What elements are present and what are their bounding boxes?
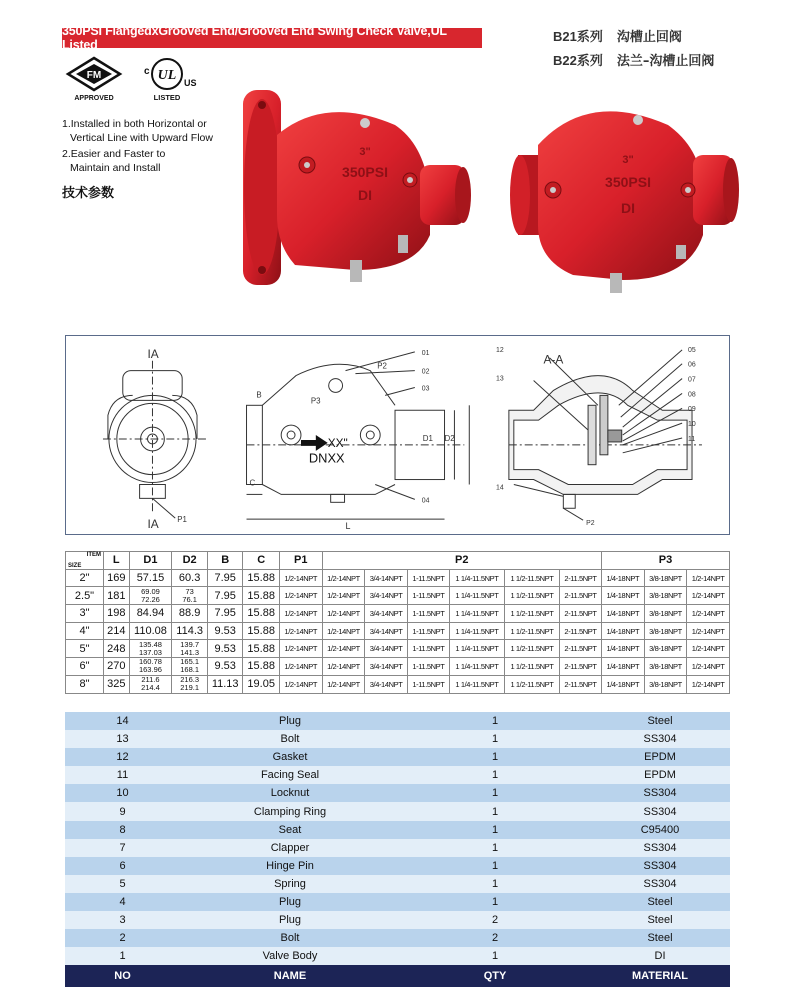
p3-cell: 3/8-18NPT xyxy=(644,605,687,623)
col-d2: D2 xyxy=(172,552,208,570)
d2-cell-value: 141.3 xyxy=(180,647,200,657)
corner-item: ITEM xyxy=(86,552,101,558)
col-c: C xyxy=(243,552,280,570)
p2-cell: 1/2-14NPT xyxy=(322,605,365,623)
part-name: Valve Body xyxy=(262,950,318,963)
ul-mark: UL xyxy=(157,68,177,83)
col-l: L xyxy=(104,552,130,570)
part-name: Clamping Ring xyxy=(253,805,327,818)
d1-cell-value: 69.09 xyxy=(141,586,160,596)
p2-cell: 2-11.5NPT xyxy=(559,605,601,623)
feature-list xyxy=(62,117,213,177)
parts-row xyxy=(65,875,730,893)
p2-cell: 1 1/2-11.5NPT xyxy=(504,622,559,640)
side-view xyxy=(247,350,470,531)
p2-cell: 2-11.5NPT xyxy=(559,587,601,605)
parts-row xyxy=(65,784,730,802)
d2-cell xyxy=(172,675,208,693)
dim-label-d2: D2 xyxy=(444,433,455,443)
section-label: A-A xyxy=(543,352,564,367)
d1-cell-value: 163.96 xyxy=(138,665,162,675)
p2-cell: 1 1/2-11.5NPT xyxy=(504,658,559,676)
p3-cell: 1/2-14NPT xyxy=(687,569,730,587)
dim-label-l: L xyxy=(345,521,351,532)
p1-cell: 1/2-14NPT xyxy=(279,569,322,587)
part-material: SS304 xyxy=(643,805,677,818)
part-no: 8 xyxy=(119,823,126,836)
casting-size: 3" xyxy=(622,154,634,166)
d2-cell: 114.3 xyxy=(172,622,208,640)
b-cell: 9.53 xyxy=(207,640,243,658)
part-qty: 1 xyxy=(491,715,499,728)
col-p2: P2 xyxy=(322,552,601,570)
size-cell: 2.5" xyxy=(66,587,104,605)
part-name: Gasket xyxy=(272,751,308,764)
part-qty: 1 xyxy=(491,877,499,890)
p1-cell: 1/2-14NPT xyxy=(279,640,322,658)
part-material: Steel xyxy=(647,715,673,728)
dim-label-p2: P2 xyxy=(377,361,387,371)
callout-12: 12 xyxy=(496,346,504,354)
d2-cell-value: 73 xyxy=(185,586,194,596)
part-material: C95400 xyxy=(640,823,680,836)
part-no: 5 xyxy=(119,877,126,890)
d2-cell: 60.3 xyxy=(172,569,208,587)
dim-label-p1: P1 xyxy=(177,515,187,525)
series-b22 xyxy=(553,50,714,69)
d2-cell: 88.9 xyxy=(172,605,208,623)
d1-cell xyxy=(129,587,172,605)
parts-row xyxy=(65,730,730,748)
d2-cell xyxy=(172,640,208,658)
view-label-top: IA xyxy=(147,346,159,361)
part-no: 2 xyxy=(119,932,126,945)
b-cell: 7.95 xyxy=(207,587,243,605)
callout-09: 09 xyxy=(688,406,696,414)
p1-cell: 1/2-14NPT xyxy=(279,675,322,693)
ul-listed-logo xyxy=(144,59,197,102)
c-cell: 15.88 xyxy=(243,658,280,676)
p3-cell: 3/8-18NPT xyxy=(644,640,687,658)
callout-02: 02 xyxy=(421,368,430,376)
callout-14: 14 xyxy=(496,484,504,492)
casting-pressure: 350PSI xyxy=(342,164,388,180)
parts-row xyxy=(65,857,730,875)
d1-cell-value: 214.4 xyxy=(141,683,160,693)
dims-row xyxy=(66,569,730,587)
p2-cell: 1/2-14NPT xyxy=(322,569,365,587)
p2-cell: 1-11.5NPT xyxy=(407,640,449,658)
l-cell: 169 xyxy=(104,569,130,587)
p2-cell: 3/4-14NPT xyxy=(365,622,408,640)
ul-listed-text: LISTED xyxy=(153,93,181,102)
parts-row xyxy=(65,947,730,965)
d1-cell: 57.15 xyxy=(129,569,172,587)
part-name: Clapper xyxy=(270,841,310,854)
casting-size: 3" xyxy=(359,146,371,158)
p2-cell: 3/4-14NPT xyxy=(365,675,408,693)
p2-cell: 1-11.5NPT xyxy=(407,675,449,693)
size-cell: 8" xyxy=(66,675,104,693)
p2-cell: 1 1/2-11.5NPT xyxy=(504,640,559,658)
part-name: Locknut xyxy=(270,787,310,800)
l-cell: 270 xyxy=(104,658,130,676)
p2-cell: 1 1/4-11.5NPT xyxy=(449,640,504,658)
part-name: Facing Seal xyxy=(260,769,320,782)
p3-cell: 1/4-18NPT xyxy=(601,622,644,640)
p2-cell: 1 1/4-11.5NPT xyxy=(449,605,504,623)
part-material: SS304 xyxy=(643,733,677,746)
p3-cell: 1/2-14NPT xyxy=(687,587,730,605)
fm-approved-text: APPROVED xyxy=(74,95,114,102)
product-title: 350PSI FlangedxGrooved End/Grooved End Swing Check Valve,UL Listed xyxy=(62,28,482,48)
p2-cell: 3/4-14NPT xyxy=(365,587,408,605)
parts-row xyxy=(65,748,730,766)
p2-cell: 1/2-14NPT xyxy=(322,587,365,605)
part-qty: 1 xyxy=(491,950,499,963)
part-qty: 1 xyxy=(491,751,499,764)
callout-06: 06 xyxy=(688,361,696,369)
part-no: 3 xyxy=(119,914,126,927)
series-name: 法兰–沟槽止回阀 xyxy=(616,54,715,69)
view-label-bottom: IA xyxy=(147,517,159,532)
p2-cell: 2-11.5NPT xyxy=(559,569,601,587)
d2-cell-value: 165.1 xyxy=(180,657,200,667)
d1-cell: 110.08 xyxy=(129,622,172,640)
c-cell: 15.88 xyxy=(243,569,280,587)
header-qty: QTY xyxy=(483,970,507,983)
b-cell: 7.95 xyxy=(207,605,243,623)
feature-item xyxy=(62,117,213,145)
part-qty: 1 xyxy=(491,859,499,872)
p2-cell: 3/4-14NPT xyxy=(365,569,408,587)
casting-material: DI xyxy=(358,187,372,203)
p3-cell: 3/8-18NPT xyxy=(644,658,687,676)
part-material: EPDM xyxy=(644,751,676,764)
col-d1: D1 xyxy=(129,552,172,570)
part-no: 12 xyxy=(116,751,129,764)
d1-cell xyxy=(129,640,172,658)
valve-photo-flanged xyxy=(235,85,480,295)
dims-row xyxy=(66,587,730,605)
series-name: 沟槽止回阀 xyxy=(616,30,682,45)
c-cell: 15.88 xyxy=(243,605,280,623)
parts-row xyxy=(65,802,730,820)
dim-label-d1: D1 xyxy=(422,433,433,443)
d1-cell-value: 135.48 xyxy=(138,639,162,649)
parts-row xyxy=(65,893,730,911)
dims-row xyxy=(66,675,730,693)
part-qty: 1 xyxy=(491,823,499,836)
c-cell: 19.05 xyxy=(243,675,280,693)
part-no: 6 xyxy=(119,859,126,872)
part-qty: 1 xyxy=(491,805,499,818)
dim-label-p3: P3 xyxy=(310,396,321,406)
p1-cell: 1/2-14NPT xyxy=(279,658,322,676)
c-cell: 15.88 xyxy=(243,587,280,605)
part-material: DI xyxy=(654,950,666,963)
part-qty: 1 xyxy=(491,787,499,800)
parts-row xyxy=(65,766,730,784)
d1-cell: 84.94 xyxy=(129,605,172,623)
part-qty: 1 xyxy=(491,733,499,746)
p3-cell: 3/8-18NPT xyxy=(644,622,687,640)
p2-cell: 1 1/4-11.5NPT xyxy=(449,587,504,605)
valve-photo-grooved xyxy=(498,95,743,295)
p2-cell: 3/4-14NPT xyxy=(365,640,408,658)
l-cell: 248 xyxy=(104,640,130,658)
p2-cell: 2-11.5NPT xyxy=(559,658,601,676)
corner-size: SIZE xyxy=(68,562,82,569)
callout-p2: P2 xyxy=(586,520,595,528)
item-size-corner xyxy=(66,552,104,570)
d2-cell-value: 219.1 xyxy=(180,683,200,693)
callout-10: 10 xyxy=(688,421,696,429)
dims-header-row xyxy=(66,552,730,570)
part-material: Steel xyxy=(647,932,673,945)
feature-line: 1.Installed in both Horizontal or xyxy=(62,118,207,130)
p3-cell: 1/2-14NPT xyxy=(687,605,730,623)
p2-cell: 1-11.5NPT xyxy=(407,605,449,623)
d1-cell-value: 72.26 xyxy=(141,594,160,604)
part-no: 4 xyxy=(119,895,126,908)
size-cell: 6" xyxy=(66,658,104,676)
d1-cell xyxy=(129,658,172,676)
feature-item xyxy=(62,147,213,175)
header-name: NAME xyxy=(273,970,307,983)
callout-04: 04 xyxy=(421,497,430,505)
section-view xyxy=(496,347,702,527)
series-b21 xyxy=(553,26,682,45)
dims-row xyxy=(66,622,730,640)
part-no: 13 xyxy=(116,733,129,746)
d2-cell-value: 216.3 xyxy=(180,675,200,685)
part-qty: 1 xyxy=(491,769,499,782)
l-cell: 181 xyxy=(104,587,130,605)
c-cell: 15.88 xyxy=(243,640,280,658)
feature-line: Maintain and Install xyxy=(70,162,161,174)
part-no: 10 xyxy=(116,787,129,800)
parts-row xyxy=(65,712,730,730)
dims-row xyxy=(66,658,730,676)
part-name: Bolt xyxy=(280,932,300,945)
size-cell: 4" xyxy=(66,622,104,640)
p1-cell: 1/2-14NPT xyxy=(279,622,322,640)
casting-material: DI xyxy=(621,200,635,216)
parts-row xyxy=(65,821,730,839)
p2-cell: 1/2-14NPT xyxy=(322,640,365,658)
part-name: Plug xyxy=(278,895,302,908)
p2-cell: 1/2-14NPT xyxy=(322,658,365,676)
p3-cell: 1/4-18NPT xyxy=(601,640,644,658)
col-p3: P3 xyxy=(601,552,729,570)
p2-cell: 1 1/4-11.5NPT xyxy=(449,675,504,693)
p1-cell: 1/2-14NPT xyxy=(279,605,322,623)
callout-07: 07 xyxy=(688,376,696,384)
p2-cell: 2-11.5NPT xyxy=(559,675,601,693)
p2-cell: 1-11.5NPT xyxy=(407,587,449,605)
part-name: Seat xyxy=(278,823,302,836)
size-cell: 3" xyxy=(66,605,104,623)
part-no: 11 xyxy=(116,769,129,782)
parts-list xyxy=(65,712,730,987)
part-no: 1 xyxy=(119,950,126,963)
p1-cell: 1/2-14NPT xyxy=(279,587,322,605)
p3-cell: 1/4-18NPT xyxy=(601,605,644,623)
l-cell: 325 xyxy=(104,675,130,693)
certification-logos xyxy=(62,56,222,102)
p3-cell: 3/8-18NPT xyxy=(644,587,687,605)
header-material: MATERIAL xyxy=(631,970,688,983)
b-cell: 9.53 xyxy=(207,622,243,640)
p3-cell: 1/4-18NPT xyxy=(601,658,644,676)
p2-cell: 2-11.5NPT xyxy=(559,640,601,658)
d1-cell-value: 211.6 xyxy=(141,675,160,685)
parts-row xyxy=(65,911,730,929)
dimensions-table xyxy=(65,551,730,694)
p2-cell: 1 1/2-11.5NPT xyxy=(504,675,559,693)
size-cell: 5" xyxy=(66,640,104,658)
callout-03: 03 xyxy=(421,385,430,393)
c-cell: 15.88 xyxy=(243,622,280,640)
l-cell: 198 xyxy=(104,605,130,623)
callout-08: 08 xyxy=(688,391,696,399)
part-name: Plug xyxy=(278,715,302,728)
part-no: 7 xyxy=(119,841,126,854)
p3-cell: 3/8-18NPT xyxy=(644,675,687,693)
p2-cell: 1/2-14NPT xyxy=(322,622,365,640)
part-no: 14 xyxy=(116,715,129,728)
part-material: Steel xyxy=(647,895,673,908)
parts-row xyxy=(65,839,730,857)
dim-label-c: C xyxy=(249,478,256,488)
callout-13: 13 xyxy=(496,375,504,383)
part-qty: 2 xyxy=(491,932,499,945)
d1-cell-value: 137.03 xyxy=(138,647,162,657)
dims-body xyxy=(66,569,730,693)
fm-approved-logo xyxy=(68,58,120,102)
part-material: SS304 xyxy=(643,841,677,854)
p2-cell: 3/4-14NPT xyxy=(365,658,408,676)
p2-cell: 1 1/4-11.5NPT xyxy=(449,658,504,676)
d1-cell-value: 160.78 xyxy=(138,657,162,667)
callout-11: 11 xyxy=(688,435,696,443)
d1-cell xyxy=(129,675,172,693)
b-cell: 7.95 xyxy=(207,569,243,587)
part-material: SS304 xyxy=(643,877,677,890)
b-cell: 11.13 xyxy=(207,675,243,693)
l-cell: 214 xyxy=(104,622,130,640)
p2-cell: 1 1/4-11.5NPT xyxy=(449,622,504,640)
part-name: Spring xyxy=(274,877,306,890)
series-code: B22系列 xyxy=(553,53,603,68)
flow-text-2: DNXX xyxy=(308,450,345,466)
part-material: Steel xyxy=(647,914,673,927)
p3-cell: 1/4-18NPT xyxy=(601,587,644,605)
p2-cell: 1 1/2-11.5NPT xyxy=(504,587,559,605)
size-cell: 2" xyxy=(66,569,104,587)
parts-row xyxy=(65,929,730,947)
fm-text: FM xyxy=(86,70,102,81)
d2-cell-value: 76.1 xyxy=(182,594,197,604)
d2-cell-value: 168.1 xyxy=(180,665,200,675)
p3-cell: 1/4-18NPT xyxy=(601,569,644,587)
part-material: SS304 xyxy=(643,787,677,800)
dims-row xyxy=(66,640,730,658)
p2-cell: 3/4-14NPT xyxy=(365,605,408,623)
p3-cell: 1/2-14NPT xyxy=(687,675,730,693)
ul-us: US xyxy=(184,78,197,88)
part-name: Bolt xyxy=(280,733,300,746)
dim-label-b: B xyxy=(256,390,262,400)
d2-cell-value: 139.7 xyxy=(180,639,200,649)
part-material: SS304 xyxy=(643,859,677,872)
tech-params-heading: 技术参数 xyxy=(62,186,115,201)
parts-header-row xyxy=(65,965,730,987)
callout-01: 01 xyxy=(421,349,430,357)
p3-cell: 1/4-18NPT xyxy=(601,675,644,693)
p2-cell: 1 1/2-11.5NPT xyxy=(504,605,559,623)
p3-cell: 1/2-14NPT xyxy=(687,622,730,640)
d2-cell xyxy=(172,658,208,676)
part-qty: 1 xyxy=(491,841,499,854)
p2-cell: 2-11.5NPT xyxy=(559,622,601,640)
technical-drawing xyxy=(65,335,730,535)
p3-cell: 3/8-18NPT xyxy=(644,569,687,587)
dims-row xyxy=(66,605,730,623)
callout-05: 05 xyxy=(688,346,696,354)
p2-cell: 1 1/2-11.5NPT xyxy=(504,569,559,587)
p2-cell: 1-11.5NPT xyxy=(407,569,449,587)
end-view xyxy=(103,347,207,531)
feature-line: 2.Easier and Faster to xyxy=(62,148,166,160)
casting-pressure: 350PSI xyxy=(605,174,651,190)
series-code: B21系列 xyxy=(553,29,603,44)
part-no: 9 xyxy=(119,805,126,818)
header-no: NO xyxy=(114,970,131,983)
d2-cell xyxy=(172,587,208,605)
p2-cell: 1/2-14NPT xyxy=(322,675,365,693)
feature-line: Vertical Line with Upward Flow xyxy=(70,132,213,144)
col-b: B xyxy=(207,552,243,570)
p2-cell: 1 1/4-11.5NPT xyxy=(449,569,504,587)
ul-c: c xyxy=(144,66,150,77)
flow-text-1: XX" xyxy=(327,435,348,450)
b-cell: 9.53 xyxy=(207,658,243,676)
p3-cell: 1/2-14NPT xyxy=(687,640,730,658)
part-qty: 1 xyxy=(491,895,499,908)
part-qty: 2 xyxy=(491,914,499,927)
p2-cell: 1-11.5NPT xyxy=(407,658,449,676)
part-material: EPDM xyxy=(644,769,676,782)
p2-cell: 1-11.5NPT xyxy=(407,622,449,640)
part-name: Plug xyxy=(278,914,302,927)
p3-cell: 1/2-14NPT xyxy=(687,658,730,676)
col-p1: P1 xyxy=(279,552,322,570)
part-name: Hinge Pin xyxy=(266,859,314,872)
